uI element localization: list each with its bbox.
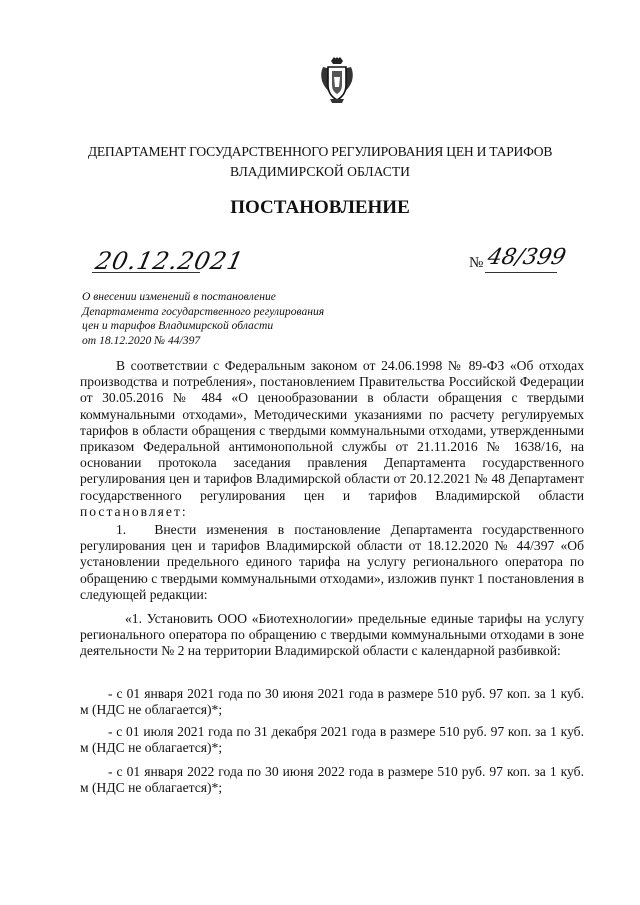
item-1-text: Внести изменения в постановление Департамента государственного регулирования цен и тарифов Владимирской области от 18.12.2020 № 44/397 «Об установлении предельного единого тарифа на услугу регионального оператора по обращению с твердыми коммунальными отходами», изложив пункт 1 постановления в следующей редакции: bbox=[80, 522, 584, 602]
coat-of-arms-emblem-icon bbox=[317, 55, 357, 105]
document-date: 20.12.2021 bbox=[93, 247, 247, 275]
subject-line: от 18.12.2020 № 44/397 bbox=[82, 333, 201, 347]
date-underline bbox=[92, 272, 200, 273]
subject-line: цен и тарифов Владимирской области bbox=[82, 319, 274, 332]
number-underline bbox=[485, 272, 557, 273]
document-number: 48/399 bbox=[485, 245, 569, 270]
item-1-number: 1. bbox=[116, 522, 127, 537]
department-name-line2: ВЛАДИМИРСКОЙ ОБЛАСТИ bbox=[230, 164, 410, 179]
item-1-paragraph bbox=[80, 522, 584, 603]
resolves-word: постановляет: bbox=[80, 503, 188, 519]
subject-line: Департамента государственного регулирования bbox=[82, 304, 325, 318]
department-name-line1: ДЕПАРТАМЕНТ ГОСУДАРСТВЕННОГО РЕГУЛИРОВАНИЯ ЦЕН И ТАРИФОВ bbox=[87, 144, 553, 159]
subject-line: О внесении изменений в постановление bbox=[82, 290, 276, 303]
tariff-period-2: - с 01 июля 2021 года по 31 декабря 2021 года в размере 510 руб. 97 коп. за 1 куб. м (НДС не облагается)*; bbox=[80, 724, 584, 756]
preamble-paragraph bbox=[80, 358, 584, 520]
quote-intro-paragraph: «1. Установить ООО «Биотехнологии» предельные единые тарифы на услугу регионального оператора по обращению с твердыми коммунальными отходами в зоне деятельности № 2 на территории Владимирской области с календарной разбивкой: bbox=[80, 611, 584, 659]
tariff-period-3: - с 01 января 2022 года по 30 июня 2022 года в размере 510 руб. 97 коп. за 1 куб. м (НДС не облагается)*; bbox=[80, 764, 584, 796]
subject-block bbox=[82, 290, 352, 348]
preamble-text: В соответствии с Федеральным законом от 24.06.1998 № 89-ФЗ «Об отходах производства и потребления», постановлением Правительства Российской Федерации от 30.05.2016 № 484 «О ценообразовании в области обращения с твердыми коммунальными отходами», Методическими указаниями по расчету регулируемых тарифов в области обращения с твердыми коммунальными отходами, утвержденными приказом Федеральной антимонопольной службы от 21.11.2016 № 1638/16, на основании протокола заседания правления Департамента государственного регулирования цен и тарифов Владимирской области от 20.12.2021 № 48 Департамент государственного регулирования цен и тарифов Владимирской области bbox=[80, 358, 584, 503]
number-label: № bbox=[469, 255, 484, 271]
document-type-title: ПОСТАНОВЛЕНИЕ bbox=[230, 197, 410, 218]
tariff-period-1: - с 01 января 2021 года по 30 июня 2021 года в размере 510 руб. 97 коп. за 1 куб. м (НДС не облагается)*; bbox=[80, 686, 584, 718]
